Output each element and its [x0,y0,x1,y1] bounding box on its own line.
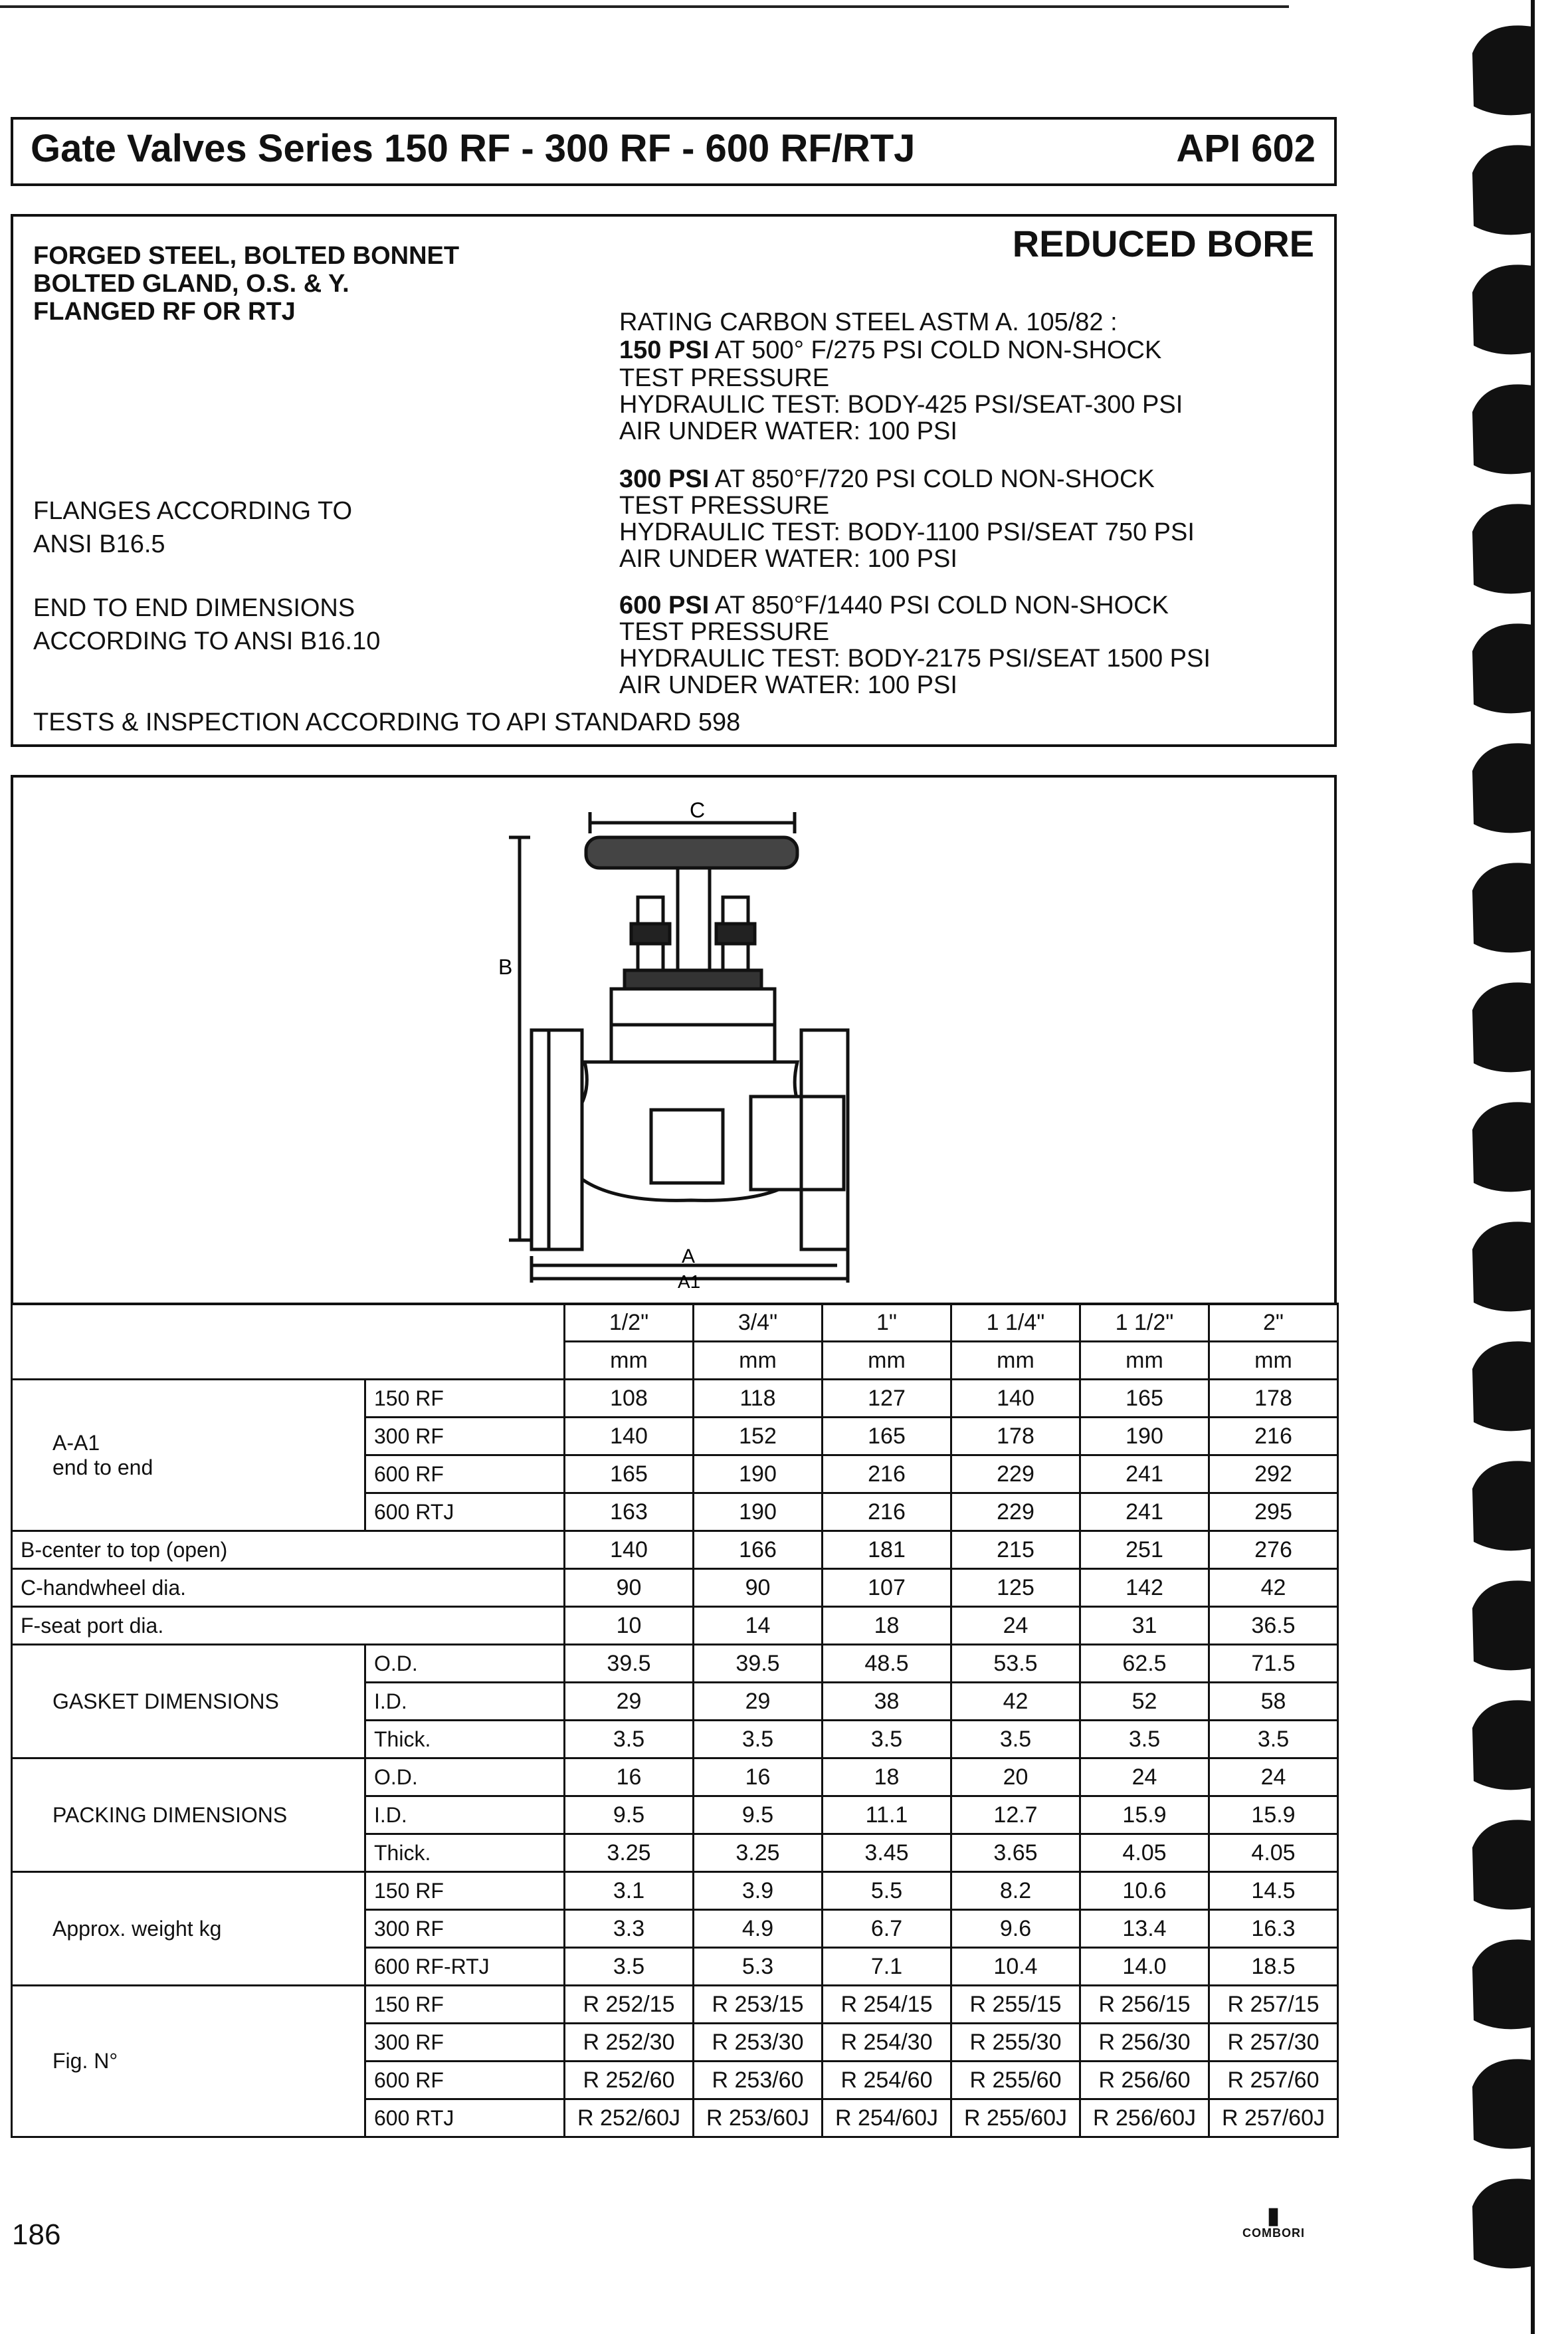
value-cell: 39.5 [694,1645,823,1683]
row-sublabel: I.D. [365,1796,565,1834]
class600-line-1: 600 PSI AT 850°F/1440 PSI COLD NON-SHOCK [619,591,1169,619]
value-cell: 71.5 [1209,1645,1338,1683]
value-cell: 4.05 [1080,1834,1209,1872]
value-cell: R 252/60J [565,2099,694,2137]
value-cell: 241 [1080,1493,1209,1531]
value-cell: 4.9 [694,1910,823,1948]
table-row [12,1872,1338,1910]
value-cell: 216 [823,1455,951,1493]
table-row [12,1986,1338,2024]
value-cell: 3.5 [565,1721,694,1758]
group-label-line: B-center to top (open) [21,1537,228,1562]
binding-ring [1472,265,1532,354]
value-cell: 38 [823,1683,951,1721]
class150-line-2: TEST PRESSURE [619,364,830,392]
dimensions-table-wrap [11,1303,1337,2138]
binding-ring [1472,1700,1532,1790]
value-cell: 181 [823,1531,951,1569]
unit-header: mm [951,1342,1080,1380]
row-sublabel: 300 RF [365,1418,565,1455]
class150-line-1: 150 PSI AT 500° F/275 PSI COLD NON-SHOCK [619,336,1162,364]
class600-line-4: AIR UNDER WATER: 100 PSI [619,671,957,699]
value-cell: 178 [951,1418,1080,1455]
top-rule [0,5,1289,8]
table-row [12,1607,1338,1645]
construction-line-2: BOLTED GLAND, O.S. & Y. [33,270,349,298]
value-cell: 18 [823,1758,951,1796]
value-cell: 16 [565,1758,694,1796]
binding-ring [1472,504,1532,593]
value-cell: 216 [1209,1418,1338,1455]
value-cell: 108 [565,1380,694,1418]
dimensions-table [11,1303,1339,2138]
row-sublabel: Thick. [365,1834,565,1872]
value-cell: 3.25 [694,1834,823,1872]
value-cell: R 255/15 [951,1986,1080,2024]
value-cell: 229 [951,1493,1080,1531]
row-sublabel: 600 RTJ [365,2099,565,2137]
value-cell: 241 [1080,1455,1209,1493]
logo-text: COMBORI [1242,2226,1305,2240]
value-cell: 16.3 [1209,1910,1338,1948]
row-sublabel: 150 RF [365,1872,565,1910]
spiral-binding [1459,0,1568,2334]
value-cell: R 252/60 [565,2062,694,2099]
group-label-line: Fig. N° [52,2049,118,2073]
binding-ring [1472,145,1532,235]
value-cell: 10.6 [1080,1872,1209,1910]
value-cell: 229 [951,1455,1080,1493]
page-title: Gate Valves Series 150 RF - 300 RF - 600 RF/RTJ [31,127,916,170]
value-cell: 3.5 [823,1721,951,1758]
binding-ring [1472,1221,1532,1311]
size-header: 1 1/2" [1080,1304,1209,1342]
construction-line-1: FORGED STEEL, BOLTED BONNET [33,242,460,270]
binding-ring [1472,25,1532,115]
value-cell: 107 [823,1569,951,1607]
gate-valve-drawing [13,778,1334,1303]
value-cell: 5.5 [823,1872,951,1910]
size-header: 1" [823,1304,951,1342]
label-b: B [498,955,513,979]
value-cell: 52 [1080,1683,1209,1721]
class300-line-4: AIR UNDER WATER: 100 PSI [619,545,957,573]
value-cell: R 255/60J [951,2099,1080,2137]
row-sublabel: 600 RF [365,1455,565,1493]
value-cell: 3.3 [565,1910,694,1948]
value-cell: 10 [565,1607,694,1645]
group-label-line: end to end [52,1455,153,1479]
class300-line-2: TEST PRESSURE [619,492,830,520]
value-cell: 251 [1080,1531,1209,1569]
value-cell: R 254/60 [823,2062,951,2099]
standard-label: API 602 [1176,127,1316,170]
title-box [11,117,1337,186]
class300-line-1: 300 PSI AT 850°F/720 PSI COLD NON-SHOCK [619,465,1155,493]
handwheel [586,837,797,868]
class600-line-3: HYDRAULIC TEST: BODY-2175 PSI/SEAT 1500 PSI [619,645,1211,673]
row-sublabel: 300 RF [365,2024,565,2062]
value-cell: R 255/30 [951,2024,1080,2062]
value-cell: 3.25 [565,1834,694,1872]
publisher-logo [1242,2205,1305,2240]
group-label-line: Approx. weight kg [52,1916,222,1941]
size-header: 3/4" [694,1304,823,1342]
value-cell: 3.45 [823,1834,951,1872]
group-label [12,1872,365,1986]
value-cell: R 255/60 [951,2062,1080,2099]
end-to-end-line-2: ACCORDING TO ANSI B16.10 [33,627,381,655]
group-label-line: A-A1 [52,1430,100,1455]
value-cell: 165 [565,1455,694,1493]
row-sublabel: 150 RF [365,1986,565,2024]
value-cell: 152 [694,1418,823,1455]
row-sublabel: O.D. [365,1645,565,1683]
binding-ring [1472,2059,1532,2149]
value-cell: 29 [694,1683,823,1721]
unit-header: mm [1209,1342,1338,1380]
value-cell: 42 [951,1683,1080,1721]
page-number: 186 [12,2218,61,2251]
row-sublabel: 300 RF [365,1910,565,1948]
value-cell: 11.1 [823,1796,951,1834]
group-label [12,1531,565,1569]
value-cell: 140 [565,1531,694,1569]
value-cell: R 252/30 [565,2024,694,2062]
table-row [12,1531,1338,1569]
binding-ring [1472,1341,1532,1431]
value-cell: R 257/60J [1209,2099,1338,2137]
value-cell: 31 [1080,1607,1209,1645]
group-label [12,1758,365,1872]
value-cell: 7.1 [823,1948,951,1986]
value-cell: 39.5 [565,1645,694,1683]
flanges-line-1: FLANGES ACCORDING TO [33,497,353,525]
rating-intro: RATING CARBON STEEL ASTM A. 105/82 : [619,308,1118,336]
value-cell: 14.5 [1209,1872,1338,1910]
value-cell: 29 [565,1683,694,1721]
value-cell: R 256/30 [1080,2024,1209,2062]
value-cell: 48.5 [823,1645,951,1683]
value-cell: 118 [694,1380,823,1418]
value-cell: 42 [1209,1569,1338,1607]
value-cell: 3.65 [951,1834,1080,1872]
value-cell: 24 [1209,1758,1338,1796]
class600-line-2: TEST PRESSURE [619,618,830,646]
binding-spine [1531,0,1535,2334]
value-cell: 140 [951,1380,1080,1418]
header-blank [12,1304,565,1380]
value-cell: 142 [1080,1569,1209,1607]
value-cell: R 253/15 [694,1986,823,2024]
value-cell: 3.1 [565,1872,694,1910]
value-cell: R 256/15 [1080,1986,1209,2024]
value-cell: 276 [1209,1531,1338,1569]
binding-ring [1472,1461,1532,1550]
size-header-row [12,1304,1338,1342]
value-cell: 165 [1080,1380,1209,1418]
specification-box [11,214,1337,747]
value-cell: 215 [951,1531,1080,1569]
unit-header: mm [694,1342,823,1380]
unit-header: mm [823,1342,951,1380]
unit-header: mm [1080,1342,1209,1380]
binding-ring [1472,623,1532,713]
value-cell: R 254/15 [823,1986,951,2024]
value-cell: 16 [694,1758,823,1796]
size-header: 2" [1209,1304,1338,1342]
table-row [12,1569,1338,1607]
binding-ring [1472,1939,1532,2029]
value-cell: 3.5 [1209,1721,1338,1758]
row-sublabel: 600 RF [365,2062,565,2099]
label-a: A [682,1245,696,1267]
value-cell: 125 [951,1569,1080,1607]
row-sublabel: 150 RF [365,1380,565,1418]
value-cell: 178 [1209,1380,1338,1418]
value-cell: R 252/15 [565,1986,694,2024]
row-sublabel: Thick. [365,1721,565,1758]
unit-header: mm [565,1342,694,1380]
binding-ring [1472,863,1532,952]
value-cell: 53.5 [951,1645,1080,1683]
value-cell: 165 [823,1418,951,1455]
value-cell: 4.05 [1209,1834,1338,1872]
value-cell: 14.0 [1080,1948,1209,1986]
size-header: 1/2" [565,1304,694,1342]
left-flange [532,1030,582,1249]
value-cell: 163 [565,1493,694,1531]
group-label-line: PACKING DIMENSIONS [52,1802,288,1827]
row-sublabel: 600 RF-RTJ [365,1948,565,1986]
value-cell: 140 [565,1418,694,1455]
value-cell: R 257/15 [1209,1986,1338,2024]
value-cell: 9.6 [951,1910,1080,1948]
value-cell: 12.7 [951,1796,1080,1834]
value-cell: 36.5 [1209,1607,1338,1645]
value-cell: 190 [694,1455,823,1493]
binding-ring [1472,384,1532,474]
value-cell: 24 [1080,1758,1209,1796]
group-label [12,1380,365,1531]
group-label [12,1607,565,1645]
value-cell: 292 [1209,1455,1338,1493]
value-cell: 5.3 [694,1948,823,1986]
table-row [12,1645,1338,1683]
value-cell: 58 [1209,1683,1338,1721]
value-cell: 13.4 [1080,1910,1209,1948]
binding-ring [1472,1820,1532,1909]
value-cell: 10.4 [951,1948,1080,1986]
value-cell: 15.9 [1080,1796,1209,1834]
value-cell: 18.5 [1209,1948,1338,1986]
class150-line-3: HYDRAULIC TEST: BODY-425 PSI/SEAT-300 PSI [619,391,1183,419]
bore-type: REDUCED BORE [1012,223,1314,265]
value-cell: 8.2 [951,1872,1080,1910]
size-header: 1 1/4" [951,1304,1080,1342]
table-row [12,1758,1338,1796]
class300-line-3: HYDRAULIC TEST: BODY-1100 PSI/SEAT 750 PSI [619,518,1195,546]
end-to-end-line-1: END TO END DIMENSIONS [33,594,355,622]
value-cell: R 254/30 [823,2024,951,2062]
class150-line-4: AIR UNDER WATER: 100 PSI [619,417,957,445]
value-cell: 166 [694,1531,823,1569]
value-cell: 14 [694,1607,823,1645]
value-cell: 18 [823,1607,951,1645]
value-cell: R 256/60J [1080,2099,1209,2137]
row-sublabel: I.D. [365,1683,565,1721]
value-cell: 216 [823,1493,951,1531]
binding-ring [1472,1102,1532,1192]
row-sublabel: O.D. [365,1758,565,1796]
value-cell: R 256/60 [1080,2062,1209,2099]
value-cell: 20 [951,1758,1080,1796]
table-row [12,1380,1338,1418]
value-cell: 6.7 [823,1910,951,1948]
group-label [12,1569,565,1607]
value-cell: 24 [951,1607,1080,1645]
group-label [12,1645,365,1758]
group-label-line: GASKET DIMENSIONS [52,1689,279,1713]
value-cell: 9.5 [694,1796,823,1834]
value-cell: 3.5 [565,1948,694,1986]
value-cell: R 253/60J [694,2099,823,2137]
value-cell: 9.5 [565,1796,694,1834]
binding-ring [1472,1580,1532,1670]
value-cell: 3.5 [1080,1721,1209,1758]
value-cell: 190 [694,1493,823,1531]
binding-ring [1472,743,1532,833]
value-cell: 3.5 [951,1721,1080,1758]
value-cell: 190 [1080,1418,1209,1455]
value-cell: 15.9 [1209,1796,1338,1834]
construction-line-3: FLANGED RF OR RTJ [33,298,296,326]
logo-mark-icon: ▮ [1267,2203,1280,2228]
value-cell: R 253/60 [694,2062,823,2099]
value-cell: R 257/60 [1209,2062,1338,2099]
group-label [12,1986,365,2137]
value-cell: 62.5 [1080,1645,1209,1683]
row-sublabel: 600 RTJ [365,1493,565,1531]
value-cell: R 257/30 [1209,2024,1338,2062]
value-cell: R 254/60J [823,2099,951,2137]
value-cell: 295 [1209,1493,1338,1531]
value-cell: 90 [694,1569,823,1607]
value-cell: 3.9 [694,1872,823,1910]
value-cell: R 253/30 [694,2024,823,2062]
binding-ring [1472,982,1532,1072]
value-cell: 90 [565,1569,694,1607]
label-c: C [690,798,706,822]
value-cell: 3.5 [694,1721,823,1758]
group-label-line: C-handwheel dia. [21,1575,187,1600]
value-cell: 127 [823,1380,951,1418]
flanges-line-2: ANSI B16.5 [33,530,165,558]
label-a1: A1 [678,1271,701,1292]
group-label-line: F-seat port dia. [21,1613,164,1638]
tests-statement: TESTS & INSPECTION ACCORDING TO API STANDARD 598 [33,708,741,736]
valve-diagram-panel [11,775,1337,1305]
binding-ring [1472,2178,1532,2268]
